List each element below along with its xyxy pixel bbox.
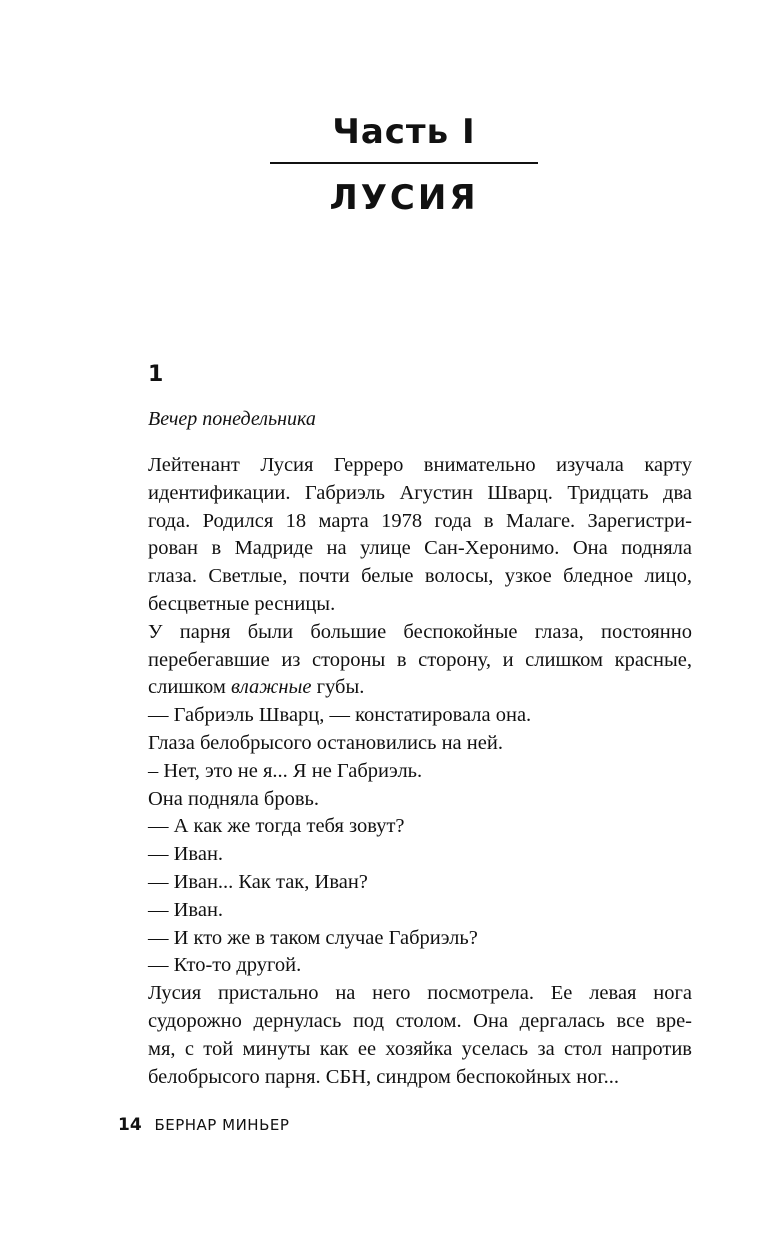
text-line: рован в Мадриде на улице Сан-Херонимо. Она подняла <box>148 537 692 560</box>
dialogue-line: — Иван. <box>148 843 224 866</box>
dialogue-line: — И кто же в таком случае Габриэль? <box>148 926 478 949</box>
text-line: судорожно дернулась под столом. Она дергалась все вре- <box>148 1009 692 1032</box>
text-line: Глаза белобрысого остановились на ней. <box>148 731 503 754</box>
text-line: Лусия пристально на него посмотрела. Ее левая нога <box>148 982 692 1005</box>
dialogue-line: — А как же тогда тебя зовут? <box>148 815 405 838</box>
running-author: БЕРНАР МИНЬЕР <box>154 1116 290 1134</box>
text-line: У парня были большие беспокойные глаза, постоянно <box>148 620 692 643</box>
text-line: идентификации. Габриэль Агустин Шварц. Тридцать два <box>148 481 692 504</box>
body-text <box>148 452 692 1091</box>
text-line: Она подняла бровь. <box>148 787 319 810</box>
chapter-number: 1 <box>148 362 164 387</box>
italic-emphasis: влажные <box>230 676 312 699</box>
chapter-subtitle: Вечер понедельника <box>148 408 316 430</box>
text-line <box>148 674 692 702</box>
text-line: Лейтенант Лусия Герреро внимательно изучала карту <box>148 454 692 476</box>
dialogue-line: — Иван. <box>148 898 224 921</box>
page-number: 14 <box>118 1115 142 1135</box>
text-line: белобрысого парня. СБН, синдром беспокойных ног... <box>148 1065 619 1088</box>
text-line: бесцветные ресницы. <box>148 592 336 615</box>
dialogue-line: — Габриэль Шварц, — констатировала она. <box>148 704 532 727</box>
part-subtitle: ЛУСИЯ <box>329 178 479 218</box>
part-heading <box>270 110 538 220</box>
text-line: перебегавшие из стороны в сторону, и слишком красные, <box>148 648 692 671</box>
text-line: мя, с той минуты как ее хозяйка уселась за стол напротив <box>148 1037 692 1060</box>
text-fragment: слишком <box>148 676 226 699</box>
dialogue-line: — Кто-то другой. <box>148 954 302 977</box>
text-fragment: губы. <box>316 676 365 699</box>
part-title: Часть I <box>332 112 476 152</box>
dialogue-line: — Иван... Как так, Иван? <box>148 870 368 893</box>
text-line: глаза. Светлые, почти белые волосы, узкое бледное лицо, <box>148 565 692 588</box>
dialogue-line: – Нет, это не я... Я не Габриэль. <box>148 759 423 782</box>
page-footer <box>118 1114 289 1136</box>
text-line: года. Родился 18 марта 1978 года в Малаге. Зарегистри- <box>148 509 692 532</box>
heading-divider <box>270 162 538 164</box>
